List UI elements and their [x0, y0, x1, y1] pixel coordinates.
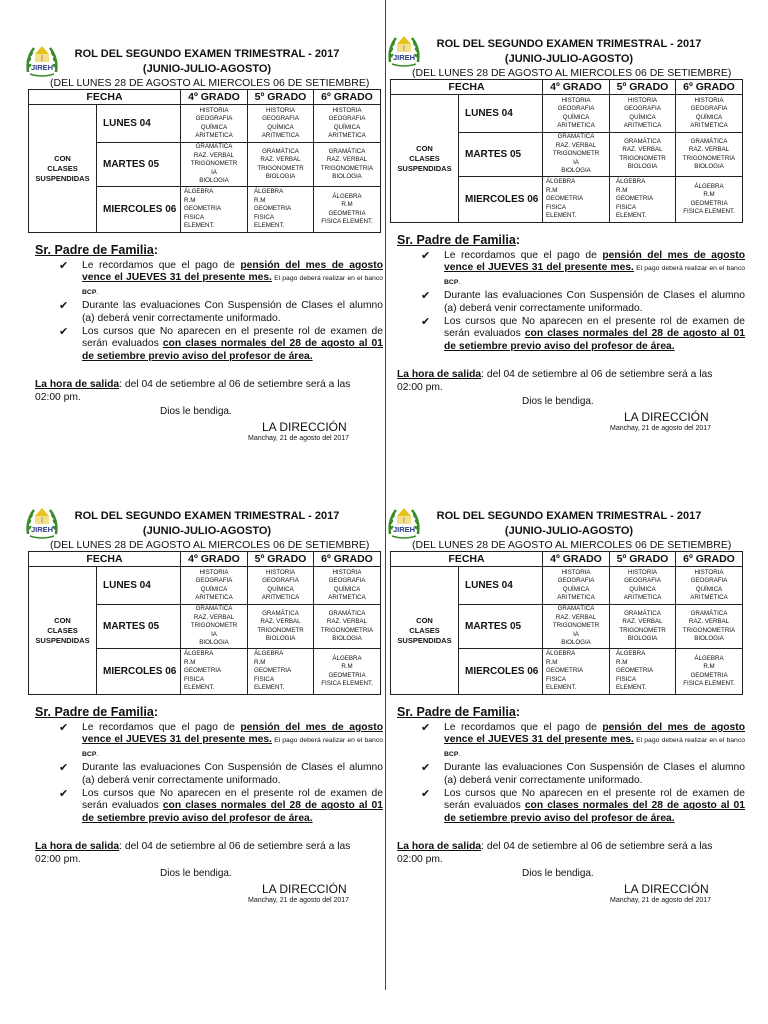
- svg-text:JIREH: JIREH: [30, 63, 54, 72]
- checkmark-icon: ✔: [421, 722, 431, 734]
- courses-cell: GRAMÁTICA RAZ. VERBAL TRIGONOMETRIA BIOLOGIA: [314, 605, 381, 649]
- header-grade-5: 5º GRADO: [610, 552, 676, 567]
- day-martes: MARTES 05: [97, 605, 181, 649]
- checkmark-icon: ✔: [421, 762, 431, 775]
- header-grade-6: 6º GRADO: [676, 552, 743, 567]
- header-grade-5: 5º GRADO: [610, 80, 676, 95]
- blessing: Dios le bendiga.: [522, 868, 594, 879]
- courses-cell: GRAMÁTICA RAZ. VERBAL TRIGONOMETR BIOLOGIA: [248, 143, 314, 187]
- list-item: ✔ Los cursos que No aparecen en el presente rol de examen de serán evaluados con clases normales del 28 de agosto al 01 de setiembre previo aviso del profesor de área.: [59, 326, 383, 362]
- exam-notice-bottom-right: [394, 500, 744, 965]
- courses-cell: GRAMÁTICA RAZ. VERBAL TRIGONOMETR BIOLOGIA: [610, 605, 676, 649]
- courses-cell: GRAMÁTICA RAZ. VERBAL TRIGONOMETRIA BIOLOGIA: [676, 133, 743, 177]
- courses-cell: ÁLGEBRA R.M GEOMETRIA FISICA ELEMENT.: [248, 187, 314, 233]
- date-range: (DEL LUNES 28 DE AGOSTO AL MIERCOLES 06 DE SETIEMBRE): [50, 77, 370, 89]
- checkmark-icon: ✔: [59, 722, 69, 734]
- svg-text:JIREH: JIREH: [392, 53, 416, 62]
- courses-cell: GRAMÁTICA RAZ. VERBAL TRIGONOMETRIA BIOLOGIA: [676, 605, 743, 649]
- courses-cell: ÁLGEBRA R.M GEOMETRIA FISICA ELEMENT.: [610, 177, 676, 223]
- exam-subtitle: (JUNIO-JULIO-AGOSTO): [142, 525, 272, 537]
- courses-cell: HISTORIA GEOGRAFIA QUÍMICA ARITMETICA: [543, 567, 610, 605]
- exam-title: ROL DEL SEGUNDO EXAMEN TRIMESTRAL - 2017: [436, 510, 702, 522]
- day-lunes: LUNES 04: [459, 95, 543, 133]
- courses-cell: HISTORIA GEOGRAFIA QUÍMICA ARITMETICA: [676, 95, 743, 133]
- exam-title: ROL DEL SEGUNDO EXAMEN TRIMESTRAL - 2017: [74, 48, 340, 60]
- checkmark-icon: ✔: [59, 788, 69, 801]
- courses-cell: HISTORIA GEOGRAFIA QUÍMICA ARITMETICA: [610, 95, 676, 133]
- courses-cell: HISTORIA GEOGRAFIA QUÍMICA ARITMETICA: [181, 567, 248, 605]
- con-clases-suspendidas-label: CON CLASES SUSPENDIDAS: [391, 95, 459, 223]
- courses-cell: ÁLGEBRA R.M GEOMETRIA FISICA ELEMENT.: [676, 177, 743, 223]
- header-grade-5: 5º GRADO: [248, 90, 314, 105]
- signature: LA DIRECCIÓN: [262, 420, 347, 434]
- courses-cell: GRAMÁTICA RAZ. VERBAL TRIGONOMETRIA BIOLOGIA: [314, 143, 381, 187]
- table-row: [29, 105, 381, 143]
- courses-cell: HISTORIA GEOGRAFIA QUÍMICA ARITMETICA: [676, 567, 743, 605]
- checkmark-icon: ✔: [59, 762, 69, 775]
- checkmark-icon: ✔: [421, 788, 431, 801]
- svg-text:JIREH: JIREH: [30, 525, 54, 534]
- courses-cell: GRAMÁTICA RAZ. VERBAL TRIGONOMETR BIOLOGIA: [610, 133, 676, 177]
- courses-cell: GRAMÁTICA RAZ. VERBAL TRIGONOMETR IA BIOLOGIA: [543, 605, 610, 649]
- header-grade-4: 4º GRADO: [543, 552, 610, 567]
- con-clases-suspendidas-label: CON CLASES SUSPENDIDAS: [391, 567, 459, 695]
- exam-notice-top-left: [32, 38, 382, 503]
- exam-schedule-table: [390, 551, 743, 695]
- courses-cell: ÁLGEBRA R.M GEOMETRIA FISICA ELEMENT.: [248, 649, 314, 695]
- page-divider: [385, 0, 386, 990]
- exam-notice-top-right: [394, 28, 744, 493]
- exit-time-note: La hora de salida: del 04 de setiembre al 06 de setiembre será a las 02:00 pm.: [397, 841, 713, 865]
- svg-text:JIREH: JIREH: [392, 525, 416, 534]
- day-lunes: LUNES 04: [97, 567, 181, 605]
- notice-list: [412, 722, 745, 826]
- place-date: Manchay, 21 de agosto del 2017: [610, 897, 712, 904]
- exam-schedule-table: [28, 551, 381, 695]
- header-grade-4: 4º GRADO: [181, 552, 248, 567]
- courses-cell: GRAMÁTICA RAZ. VERBAL TRIGONOMETR IA BIOLOGIA: [543, 133, 610, 177]
- day-martes: MARTES 05: [97, 143, 181, 187]
- list-item: ✔ Le recordamos que el pago de pensión del mes de agosto vence el JUEVES 31 del presente mes. El pago deberá realizar en el banco BCP.: [59, 260, 383, 296]
- list-item: ✔ Los cursos que No aparecen en el presente rol de examen de serán evaluados con clases normales del 28 de agosto al 01 de setiembre previo aviso del profesor de área.: [59, 788, 383, 824]
- exit-time-note: La hora de salida: del 04 de setiembre al 06 de setiembre será a las 02:00 pm.: [35, 379, 351, 403]
- signature: LA DIRECCIÓN: [262, 882, 347, 896]
- place-date: Manchay, 21 de agosto del 2017: [248, 897, 350, 904]
- courses-cell: HISTORIA GEOGRAFIA QUÍMICA ARITMETICA: [314, 567, 381, 605]
- header-fecha: FECHA: [29, 90, 181, 105]
- list-item: ✔ Durante las evaluaciones Con Suspensión de Clases el alumno (a) deberá venir correctamente uniformado.: [59, 762, 383, 786]
- date-range: (DEL LUNES 28 DE AGOSTO AL MIERCOLES 06 DE SETIEMBRE): [412, 539, 732, 551]
- table-row: [29, 567, 381, 605]
- list-item: ✔ Durante las evaluaciones Con Suspensión de Clases el alumno (a) deberá venir correctamente uniformado.: [421, 762, 745, 786]
- header-grade-4: 4º GRADO: [543, 80, 610, 95]
- courses-cell: HISTORIA GEOGRAFIA QUÍMICA ARITMETICA: [248, 567, 314, 605]
- blessing: Dios le bendiga.: [160, 406, 232, 417]
- courses-cell: ÁLGEBRA R.M GEOMETRIA FISICA ELEMENT.: [314, 649, 381, 695]
- exam-title: ROL DEL SEGUNDO EXAMEN TRIMESTRAL - 2017: [74, 510, 340, 522]
- table-row: [391, 95, 743, 133]
- greeting: Sr. Padre de Familia:: [35, 705, 158, 719]
- day-miercoles: MIERCOLES 06: [459, 649, 543, 695]
- checkmark-icon: ✔: [59, 260, 69, 272]
- courses-cell: HISTORIA GEOGRAFIA QUÍMICA ARITMETICA: [314, 105, 381, 143]
- checkmark-icon: ✔: [421, 290, 431, 303]
- notice-list: [412, 250, 745, 354]
- blessing: Dios le bendiga.: [522, 396, 594, 407]
- day-martes: MARTES 05: [459, 605, 543, 649]
- place-date: Manchay, 21 de agosto del 2017: [248, 435, 350, 442]
- checkmark-icon: ✔: [59, 326, 69, 339]
- date-range: (DEL LUNES 28 DE AGOSTO AL MIERCOLES 06 DE SETIEMBRE): [412, 67, 732, 79]
- header-fecha: FECHA: [391, 80, 543, 95]
- exam-schedule-table: [390, 79, 743, 223]
- courses-cell: ÁLGEBRA R.M GEOMETRIA FISICA ELEMENT.: [610, 649, 676, 695]
- list-item: ✔ Durante las evaluaciones Con Suspensión de Clases el alumno (a) deberá venir correctamente uniformado.: [421, 290, 745, 314]
- courses-cell: GRAMÁTICA RAZ. VERBAL TRIGONOMETR IA BIOLOGIA: [181, 143, 248, 187]
- courses-cell: ÁLGEBRA R.M GEOMETRIA FISICA ELEMENT.: [181, 649, 248, 695]
- courses-cell: ÁLGEBRA R.M GEOMETRIA FISICA ELEMENT.: [543, 649, 610, 695]
- list-item: ✔ Los cursos que No aparecen en el presente rol de examen de serán evaluados con clases normales del 28 de agosto al 01 de setiembre previo aviso del profesor de área.: [421, 316, 745, 352]
- greeting: Sr. Padre de Familia:: [397, 233, 520, 247]
- exam-schedule-table: [28, 89, 381, 233]
- list-item: ✔ Durante las evaluaciones Con Suspensión de Clases el alumno (a) deberá venir correctamente uniformado.: [59, 300, 383, 324]
- courses-cell: ÁLGEBRA R.M GEOMETRIA FISICA ELEMENT.: [314, 187, 381, 233]
- signature: LA DIRECCIÓN: [624, 882, 709, 896]
- list-item: ✔ Le recordamos que el pago de pensión del mes de agosto vence el JUEVES 31 del presente mes. El pago deberá realizar en el banco BCP.: [421, 722, 745, 758]
- day-lunes: LUNES 04: [459, 567, 543, 605]
- list-item: ✔ Los cursos que No aparecen en el presente rol de examen de serán evaluados con clases normales del 28 de agosto al 01 de setiembre previo aviso del profesor de área.: [421, 788, 745, 824]
- courses-cell: ÁLGEBRA R.M GEOMETRIA FISICA ELEMENT.: [543, 177, 610, 223]
- courses-cell: HISTORIA GEOGRAFIA QUÍMICA ARITMETICA: [181, 105, 248, 143]
- header-fecha: FECHA: [29, 552, 181, 567]
- header-grade-4: 4º GRADO: [181, 90, 248, 105]
- day-lunes: LUNES 04: [97, 105, 181, 143]
- header-grade-6: 6º GRADO: [676, 80, 743, 95]
- exam-subtitle: (JUNIO-JULIO-AGOSTO): [504, 53, 634, 65]
- courses-cell: GRAMÁTICA RAZ. VERBAL TRIGONOMETR IA BIOLOGIA: [181, 605, 248, 649]
- day-miercoles: MIERCOLES 06: [97, 649, 181, 695]
- notice-list: [50, 260, 383, 364]
- blessing: Dios le bendiga.: [160, 868, 232, 879]
- greeting: Sr. Padre de Familia:: [397, 705, 520, 719]
- header-grade-5: 5º GRADO: [248, 552, 314, 567]
- exam-subtitle: (JUNIO-JULIO-AGOSTO): [142, 63, 272, 75]
- courses-cell: ÁLGEBRA R.M GEOMETRIA FISICA ELEMENT.: [181, 187, 248, 233]
- con-clases-suspendidas-label: CON CLASES SUSPENDIDAS: [29, 105, 97, 233]
- notice-list: [50, 722, 383, 826]
- exam-title: ROL DEL SEGUNDO EXAMEN TRIMESTRAL - 2017: [436, 38, 702, 50]
- greeting: Sr. Padre de Familia:: [35, 243, 158, 257]
- courses-cell: HISTORIA GEOGRAFIA QUÍMICA ARITMETICA: [610, 567, 676, 605]
- exit-time-note: La hora de salida: del 04 de setiembre al 06 de setiembre será a las 02:00 pm.: [35, 841, 351, 865]
- list-item: ✔ Le recordamos que el pago de pensión del mes de agosto vence el JUEVES 31 del presente mes. El pago deberá realizar en el banco BCP.: [59, 722, 383, 758]
- checkmark-icon: ✔: [59, 300, 69, 313]
- checkmark-icon: ✔: [421, 316, 431, 329]
- date-range: (DEL LUNES 28 DE AGOSTO AL MIERCOLES 06 DE SETIEMBRE): [50, 539, 370, 551]
- con-clases-suspendidas-label: CON CLASES SUSPENDIDAS: [29, 567, 97, 695]
- day-miercoles: MIERCOLES 06: [97, 187, 181, 233]
- courses-cell: GRAMÁTICA RAZ. VERBAL TRIGONOMETR BIOLOGIA: [248, 605, 314, 649]
- header-grade-6: 6º GRADO: [314, 90, 381, 105]
- courses-cell: ÁLGEBRA R.M GEOMETRIA FISICA ELEMENT.: [676, 649, 743, 695]
- courses-cell: HISTORIA GEOGRAFIA QUÍMICA ARITMETICA: [248, 105, 314, 143]
- exit-time-note: La hora de salida: del 04 de setiembre al 06 de setiembre será a las 02:00 pm.: [397, 369, 713, 393]
- day-martes: MARTES 05: [459, 133, 543, 177]
- signature: LA DIRECCIÓN: [624, 410, 709, 424]
- list-item: ✔ Le recordamos que el pago de pensión del mes de agosto vence el JUEVES 31 del presente mes. El pago deberá realizar en el banco BCP.: [421, 250, 745, 286]
- place-date: Manchay, 21 de agosto del 2017: [610, 425, 712, 432]
- header-grade-6: 6º GRADO: [314, 552, 381, 567]
- day-miercoles: MIERCOLES 06: [459, 177, 543, 223]
- exam-subtitle: (JUNIO-JULIO-AGOSTO): [504, 525, 634, 537]
- exam-notice-bottom-left: [32, 500, 382, 965]
- checkmark-icon: ✔: [421, 250, 431, 262]
- table-row: [391, 567, 743, 605]
- courses-cell: HISTORIA GEOGRAFIA QUÍMICA ARITMETICA: [543, 95, 610, 133]
- header-fecha: FECHA: [391, 552, 543, 567]
